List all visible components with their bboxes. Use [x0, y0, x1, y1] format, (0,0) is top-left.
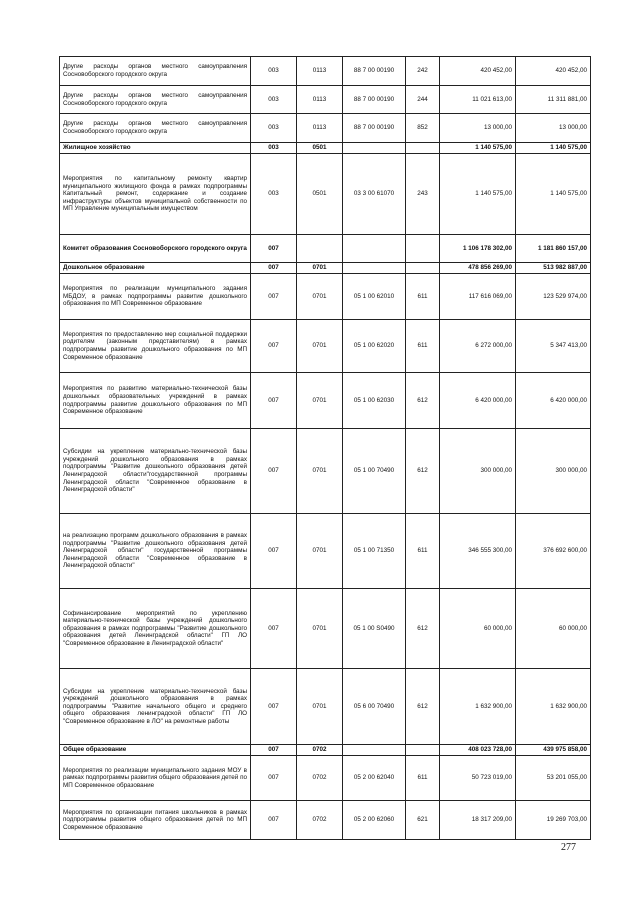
row-amount-year-1: 478 856 269,00 — [440, 263, 516, 274]
row-expense-type: 611 — [406, 274, 440, 320]
row-section-code: 0701 — [297, 373, 343, 429]
row-expense-type: 244 — [406, 86, 440, 114]
row-amount-year-1: 60 000,00 — [440, 589, 516, 669]
row-name: Мероприятия по реализации муниципального задания МОУ в рамках подпрограммы развития общего образования детей по МП Современное образование — [60, 756, 251, 801]
table-row — [60, 274, 591, 320]
row-department-code: 007 — [251, 756, 297, 801]
row-target-article — [343, 263, 406, 274]
row-amount-year-1: 117 616 069,00 — [440, 274, 516, 320]
row-section-code: 0701 — [297, 589, 343, 669]
row-name: Мероприятия по организации питания школьников в рамках подпрограммы развития общего образования детей по МП Современное образование — [60, 801, 251, 840]
row-name: Субсидии на укрепление материально-технической базы учреждений дошкольного образования в рамках подпрограммы "Развитие начального общего и среднего общего образования ленинградской области" ГП ЛО "Современное образование в ЛО" на ремонтные работы — [60, 669, 251, 745]
row-expense-type: 611 — [406, 514, 440, 589]
row-expense-type: 852 — [406, 114, 440, 143]
row-section-code: 0702 — [297, 745, 343, 756]
row-department-code: 003 — [251, 154, 297, 235]
row-section-code — [297, 235, 343, 263]
row-amount-year-2: 13 000,00 — [516, 114, 591, 143]
row-amount-year-2: 1 181 860 157,00 — [516, 235, 591, 263]
row-section-code: 0701 — [297, 429, 343, 514]
table-row — [60, 114, 591, 143]
table-row — [60, 143, 591, 154]
row-section-code: 0701 — [297, 263, 343, 274]
row-expense-type — [406, 263, 440, 274]
row-amount-year-1: 1 632 900,00 — [440, 669, 516, 745]
row-department-code: 003 — [251, 114, 297, 143]
row-section-code: 0113 — [297, 86, 343, 114]
row-section-code: 0701 — [297, 320, 343, 373]
row-section-code: 0501 — [297, 154, 343, 235]
row-amount-year-1: 50 723 019,00 — [440, 756, 516, 801]
row-name: Мероприятия по развитию материально-технической базы дошкольных образовательных учреждений в рамках подпрограммы развитие дошкольного образования по МП Современное образование — [60, 373, 251, 429]
row-section-code: 0501 — [297, 143, 343, 154]
row-amount-year-2: 5 347 413,00 — [516, 320, 591, 373]
row-department-code: 007 — [251, 669, 297, 745]
row-name: Жилищное хозяйство — [60, 143, 251, 154]
row-target-article — [343, 745, 406, 756]
row-amount-year-1: 408 023 728,00 — [440, 745, 516, 756]
row-target-article: 88 7 00 00190 — [343, 114, 406, 143]
row-amount-year-1: 1 106 178 302,00 — [440, 235, 516, 263]
row-department-code: 007 — [251, 320, 297, 373]
row-target-article: 88 7 00 00190 — [343, 86, 406, 114]
row-amount-year-2: 6 420 000,00 — [516, 373, 591, 429]
row-expense-type — [406, 745, 440, 756]
row-amount-year-2: 376 692 600,00 — [516, 514, 591, 589]
row-target-article: 03 3 00 61070 — [343, 154, 406, 235]
row-amount-year-2: 19 269 703,00 — [516, 801, 591, 840]
row-amount-year-2: 11 311 881,00 — [516, 86, 591, 114]
table-row — [60, 756, 591, 801]
row-department-code: 003 — [251, 143, 297, 154]
row-section-code: 0113 — [297, 57, 343, 86]
table-row — [60, 589, 591, 669]
row-expense-type: 242 — [406, 57, 440, 86]
row-expense-type: 612 — [406, 429, 440, 514]
row-amount-year-2: 420 452,00 — [516, 57, 591, 86]
row-amount-year-2: 60 000,00 — [516, 589, 591, 669]
row-amount-year-1: 1 140 575,00 — [440, 154, 516, 235]
row-amount-year-2: 53 201 055,00 — [516, 756, 591, 801]
row-amount-year-2: 439 975 858,00 — [516, 745, 591, 756]
table-row — [60, 86, 591, 114]
row-department-code: 007 — [251, 745, 297, 756]
table-row — [60, 57, 591, 86]
table-row — [60, 514, 591, 589]
table-row — [60, 801, 591, 840]
row-amount-year-2: 1 140 575,00 — [516, 143, 591, 154]
row-target-article: 05 1 00 70490 — [343, 429, 406, 514]
row-amount-year-2: 1 140 575,00 — [516, 154, 591, 235]
row-name: Общее образование — [60, 745, 251, 756]
row-department-code: 003 — [251, 86, 297, 114]
row-name: Субсидии на укрепление материально-технической базы учреждений дошкольного образования в рамках подпрограммы "Развитие дошкольного образования детей Ленинградской области"государственной программы Ленинградской области "Современное образование в Ленинградской области" — [60, 429, 251, 514]
row-expense-type: 621 — [406, 801, 440, 840]
table-row — [60, 263, 591, 274]
table-row — [60, 154, 591, 235]
row-name: Мероприятия по предоставлению мер социальной поддержки родителям (законным представителям) в рамках подпрограммы развитие дошкольного образования по МП Современное образование — [60, 320, 251, 373]
row-department-code: 007 — [251, 274, 297, 320]
budget-table — [59, 56, 591, 840]
table-row — [60, 429, 591, 514]
row-target-article: 05 1 00 62030 — [343, 373, 406, 429]
row-department-code: 007 — [251, 263, 297, 274]
row-name: Мероприятия по реализации муниципального задания МБДОУ, в рамках подпрограммы развитие дошкольного образования по МП Современное образование — [60, 274, 251, 320]
table-row — [60, 320, 591, 373]
row-department-code: 007 — [251, 801, 297, 840]
row-expense-type — [406, 235, 440, 263]
row-department-code: 007 — [251, 429, 297, 514]
row-amount-year-1: 1 140 575,00 — [440, 143, 516, 154]
row-amount-year-1: 346 555 300,00 — [440, 514, 516, 589]
budget-table-body — [60, 57, 591, 840]
row-name: Комитет образования Сосновоборского городского округа — [60, 235, 251, 263]
row-target-article: 05 1 00 71350 — [343, 514, 406, 589]
row-amount-year-2: 123 529 974,00 — [516, 274, 591, 320]
row-amount-year-2: 513 982 887,00 — [516, 263, 591, 274]
row-department-code: 007 — [251, 235, 297, 263]
row-section-code: 0702 — [297, 801, 343, 840]
row-department-code: 007 — [251, 373, 297, 429]
row-section-code: 0701 — [297, 669, 343, 745]
table-row — [60, 745, 591, 756]
row-target-article: 05 2 00 62040 — [343, 756, 406, 801]
row-amount-year-1: 18 317 209,00 — [440, 801, 516, 840]
row-name: Софинансирование мероприятий по укреплению материально-технической базы учреждений дошкольного образования в рамках подпрограммы "Развитие дошкольного образования детей Ленинградской области" ГП ЛО "Современное образование в Ленинградской области" — [60, 589, 251, 669]
row-target-article: 05 1 00 62010 — [343, 274, 406, 320]
row-expense-type — [406, 143, 440, 154]
row-section-code: 0701 — [297, 514, 343, 589]
row-amount-year-1: 300 000,00 — [440, 429, 516, 514]
row-target-article: 05 1 00 S0490 — [343, 589, 406, 669]
row-name: Другие расходы органов местного самоуправления Сосновоборского городского округа — [60, 57, 251, 86]
row-target-article: 88 7 00 00190 — [343, 57, 406, 86]
row-expense-type: 612 — [406, 373, 440, 429]
table-row — [60, 235, 591, 263]
row-expense-type: 611 — [406, 756, 440, 801]
table-row — [60, 373, 591, 429]
row-amount-year-1: 420 452,00 — [440, 57, 516, 86]
row-section-code: 0702 — [297, 756, 343, 801]
row-department-code: 003 — [251, 57, 297, 86]
row-name: на реализацию программ дошкольного образования в рамках подпрограммы "Развитие дошкольного образования детей Ленинградской области" государственной программы Ленинградской области "Современное образование в Ленинградской области" — [60, 514, 251, 589]
row-amount-year-2: 1 632 900,00 — [516, 669, 591, 745]
row-amount-year-1: 13 000,00 — [440, 114, 516, 143]
row-target-article: 05 6 00 70490 — [343, 669, 406, 745]
row-section-code: 0701 — [297, 274, 343, 320]
row-name: Дошкольное образование — [60, 263, 251, 274]
row-amount-year-1: 11 021 613,00 — [440, 86, 516, 114]
row-target-article — [343, 235, 406, 263]
row-amount-year-1: 6 420 000,00 — [440, 373, 516, 429]
row-amount-year-2: 300 000,00 — [516, 429, 591, 514]
row-name: Другие расходы органов местного самоуправления Сосновоборского городского округа — [60, 86, 251, 114]
row-expense-type: 611 — [406, 320, 440, 373]
row-expense-type: 243 — [406, 154, 440, 235]
row-expense-type: 612 — [406, 589, 440, 669]
row-target-article — [343, 143, 406, 154]
page-number: 277 — [561, 842, 576, 853]
row-department-code: 007 — [251, 589, 297, 669]
row-section-code: 0113 — [297, 114, 343, 143]
row-target-article: 05 2 00 62060 — [343, 801, 406, 840]
row-expense-type: 612 — [406, 669, 440, 745]
row-name: Другие расходы органов местного самоуправления Сосновоборского городского округа — [60, 114, 251, 143]
row-department-code: 007 — [251, 514, 297, 589]
row-amount-year-1: 6 272 000,00 — [440, 320, 516, 373]
row-target-article: 05 1 00 62020 — [343, 320, 406, 373]
table-row — [60, 669, 591, 745]
row-name: Мероприятия по капитальному ремонту квартир муниципального жилищного фонда в рамках подпрограммы Капитальный ремонт, содержание и создание инфраструктуры объектов муниципальной собственности по МП Управление муниципальным имуществом — [60, 154, 251, 235]
